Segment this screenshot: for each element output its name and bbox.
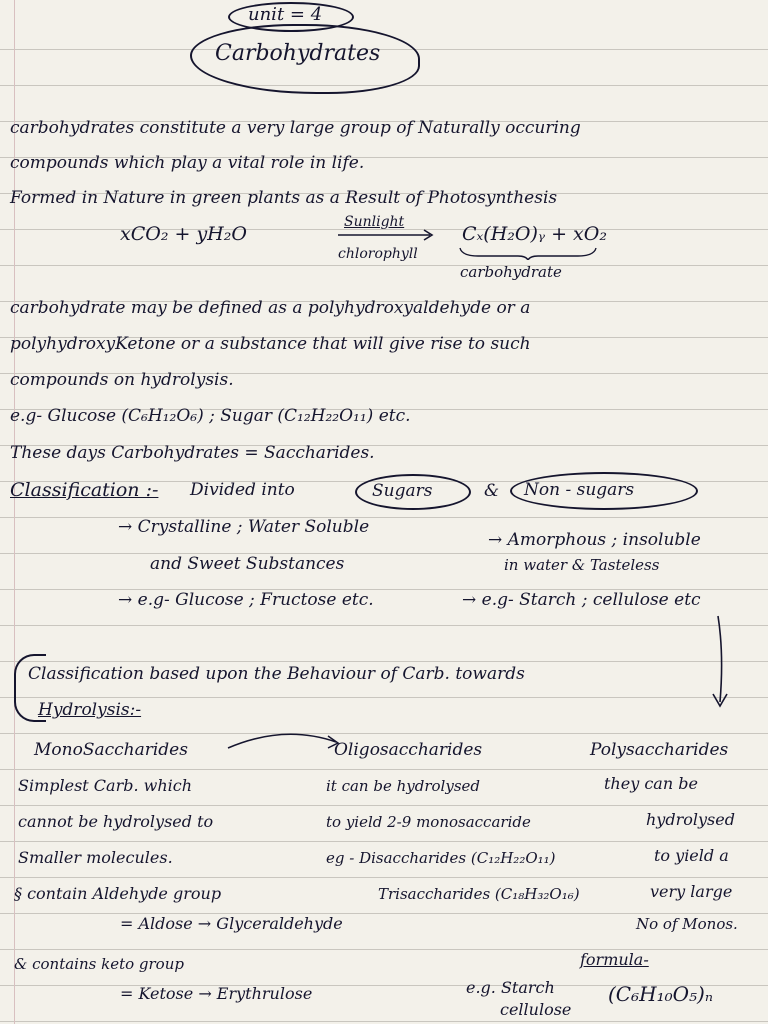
page-title: Carbohydrates <box>215 41 381 66</box>
definition-line-5: These days Carbohydrates = Saccharides. <box>10 443 375 463</box>
oligo-line-5: e.g. Starch <box>466 978 555 997</box>
definition-line-4: e.g- Glucose (C₆H₁₂O₆) ; Sugar (C₁₂H₂₂O₁₁) etc. <box>10 406 411 426</box>
poly-line-6: formula- <box>580 950 649 969</box>
classification-sugars: Sugars <box>372 481 433 501</box>
poly-line-2: hydrolysed <box>646 810 735 829</box>
sugar-props-2: and Sweet Substances <box>150 554 345 574</box>
non-sugar-props-2: in water & Tasteless <box>504 556 660 574</box>
oligo-title: Oligosaccharides <box>334 740 483 760</box>
poly-line-7: (C₆H₁₀O₅)ₙ <box>608 982 713 1006</box>
equation-lhs: xCO₂ + yH₂O <box>120 223 247 245</box>
oligo-line-6: cellulose <box>500 1000 572 1019</box>
mono-title: MonoSaccharides <box>34 740 188 760</box>
poly-line-5: No of Monos. <box>636 915 738 933</box>
mono-line-5: = Aldose → Glyceraldehyde <box>120 914 343 933</box>
definition-line-1: carbohydrate may be defined as a polyhydroxyaldehyde or a <box>10 298 531 318</box>
product-brace-icon <box>458 246 598 260</box>
classification-label: Classification :- <box>10 479 159 501</box>
mono-line-4: § contain Aldehyde group <box>14 884 222 903</box>
equation-above-arrow: Sunlight <box>344 214 405 230</box>
intro-line-3: Formed in Nature in green plants as a Result of Photosynthesis <box>10 188 558 208</box>
non-sugar-eg: → e.g- Starch ; cellulose etc <box>462 590 701 610</box>
mono-line-7: = Ketose → Erythrulose <box>120 984 313 1003</box>
oligo-line-1: it can be hydrolysed <box>326 777 480 795</box>
intro-line-2: compounds which play a vital role in life. <box>10 153 365 173</box>
oligo-line-4: Trisaccharides (C₁₈H₃₂O₁₆) <box>378 885 580 903</box>
oligo-line-2: to yield 2-9 monosaccaride <box>326 813 531 831</box>
classification-non-sugars: Non - sugars <box>524 480 635 500</box>
definition-line-2: polyhydroxyKetone or a substance that will give rise to such <box>10 334 531 354</box>
mono-to-oligo-arrow-icon <box>224 724 344 754</box>
reaction-arrow-icon <box>336 229 436 241</box>
sugar-props-1: → Crystalline ; Water Soluble <box>118 517 370 537</box>
poly-line-3: to yield a <box>654 846 729 865</box>
classification-and: & <box>484 481 500 501</box>
equation-rhs: Cₓ(H₂O)ᵧ + xO₂ <box>462 223 607 245</box>
sugar-eg: → e.g- Glucose ; Fructose etc. <box>118 590 374 610</box>
mono-line-1: Simplest Carb. which <box>18 776 193 795</box>
equation-product-label: carbohydrate <box>460 263 562 281</box>
intro-line-1: carbohydrates constitute a very large group of Naturally occuring <box>10 118 581 138</box>
down-arrow-icon <box>708 614 732 710</box>
mono-line-3: Smaller molecules. <box>18 848 173 867</box>
classification-divided: Divided into <box>190 480 295 500</box>
oligo-line-3: eg - Disaccharides (C₁₂H₂₂O₁₁) <box>326 849 556 867</box>
definition-line-3: compounds on hydrolysis. <box>10 370 234 390</box>
mono-line-2: cannot be hydrolysed to <box>18 812 214 831</box>
mono-line-6: & contains keto group <box>14 955 184 973</box>
unit-label: unit = 4 <box>248 4 323 25</box>
hydrolysis-heading-2: Hydrolysis:- <box>38 700 142 720</box>
poly-line-1: they can be <box>604 774 698 793</box>
equation-below-arrow: chlorophyll <box>338 246 418 262</box>
poly-title: Polysaccharides <box>590 740 729 760</box>
poly-line-4: very large <box>650 882 733 901</box>
non-sugar-props-1: → Amorphous ; insoluble <box>488 530 701 550</box>
hydrolysis-heading-1: Classification based upon the Behaviour of Carb. towards <box>28 664 525 684</box>
